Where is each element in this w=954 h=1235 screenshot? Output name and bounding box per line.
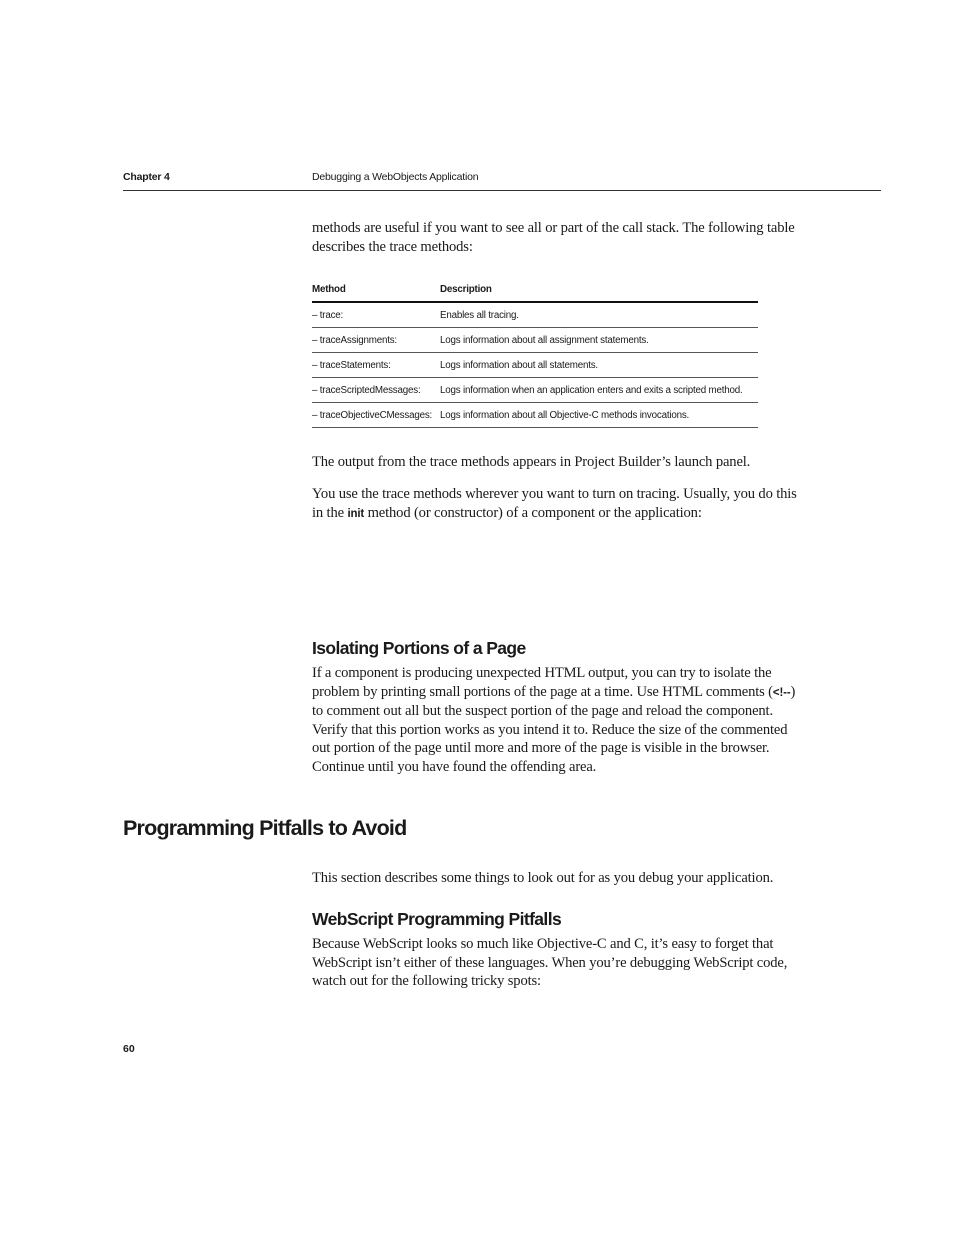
isolating-paragraph	[312, 664, 804, 776]
description-cell: Logs information about all Objective-C methods invocations.	[440, 403, 758, 428]
method-cell: – traceAssignments:	[312, 328, 440, 353]
trace-output-paragraph: The output from the trace methods appears in Project Builder’s launch panel.	[312, 454, 751, 470]
description-cell: Logs information about all statements.	[440, 353, 758, 378]
description-cell: Enables all tracing.	[440, 302, 758, 328]
paragraph-text: method (or constructor) of a component or the application:	[364, 504, 702, 521]
page-number: 60	[123, 1043, 135, 1055]
column-header-method: Method	[312, 283, 440, 302]
pitfalls-section-heading: Programming Pitfalls to Avoid	[123, 816, 407, 840]
description-cell: Logs information about all assignment statements.	[440, 328, 758, 353]
trace-methods-table	[312, 283, 758, 428]
method-cell: – traceStatements:	[312, 353, 440, 378]
column-header-description: Description	[440, 283, 758, 302]
code-comment: <!--	[772, 686, 791, 699]
paragraph-text: ) to comment out all but the suspect portion of the page and reload the component. Verify that this portion works as you intend it to. Reduce the size of the commented out portion of the page until more and more of the page is visible in the browser. Continue until you have found the offending area.	[312, 683, 796, 775]
paragraph-text: You use the trace methods wherever you want to turn on tracing. Usually, you do this in the	[312, 486, 797, 521]
table-row	[312, 328, 758, 353]
header-divider	[123, 190, 881, 191]
code-init: init	[347, 507, 365, 520]
chapter-label: Chapter 4	[123, 171, 170, 183]
running-header-title: Debugging a WebObjects Application	[312, 171, 479, 183]
table-row	[312, 378, 758, 403]
paragraph-text: If a component is producing unexpected HTML output, you can try to isolate the problem by printing small portions of the page at a time. Use HTML comments (	[312, 665, 773, 700]
method-cell: – trace:	[312, 302, 440, 328]
isolating-heading: Isolating Portions of a Page	[312, 638, 526, 658]
webscript-heading: WebScript Programming Pitfalls	[312, 909, 562, 929]
description-cell: Logs information when an application enters and exits a scripted method.	[440, 378, 758, 403]
intro-paragraph: methods are useful if you want to see all or part of the call stack. The following table describes the trace methods:	[312, 220, 795, 255]
pitfalls-intro-paragraph: This section describes some things to look out for as you debug your application.	[312, 870, 774, 886]
table-header-row	[312, 283, 758, 302]
table-row	[312, 403, 758, 428]
table-row	[312, 302, 758, 328]
table-row	[312, 353, 758, 378]
method-cell: – traceObjectiveCMessages:	[312, 403, 440, 428]
webscript-paragraph: Because WebScript looks so much like Objective-C and C, it’s easy to forget that WebScript isn’t either of these languages. When you’re debugging WebScript code, watch out for the following tricky spots:	[312, 936, 788, 989]
method-cell: – traceScriptedMessages:	[312, 378, 440, 403]
trace-usage-paragraph	[312, 485, 802, 523]
